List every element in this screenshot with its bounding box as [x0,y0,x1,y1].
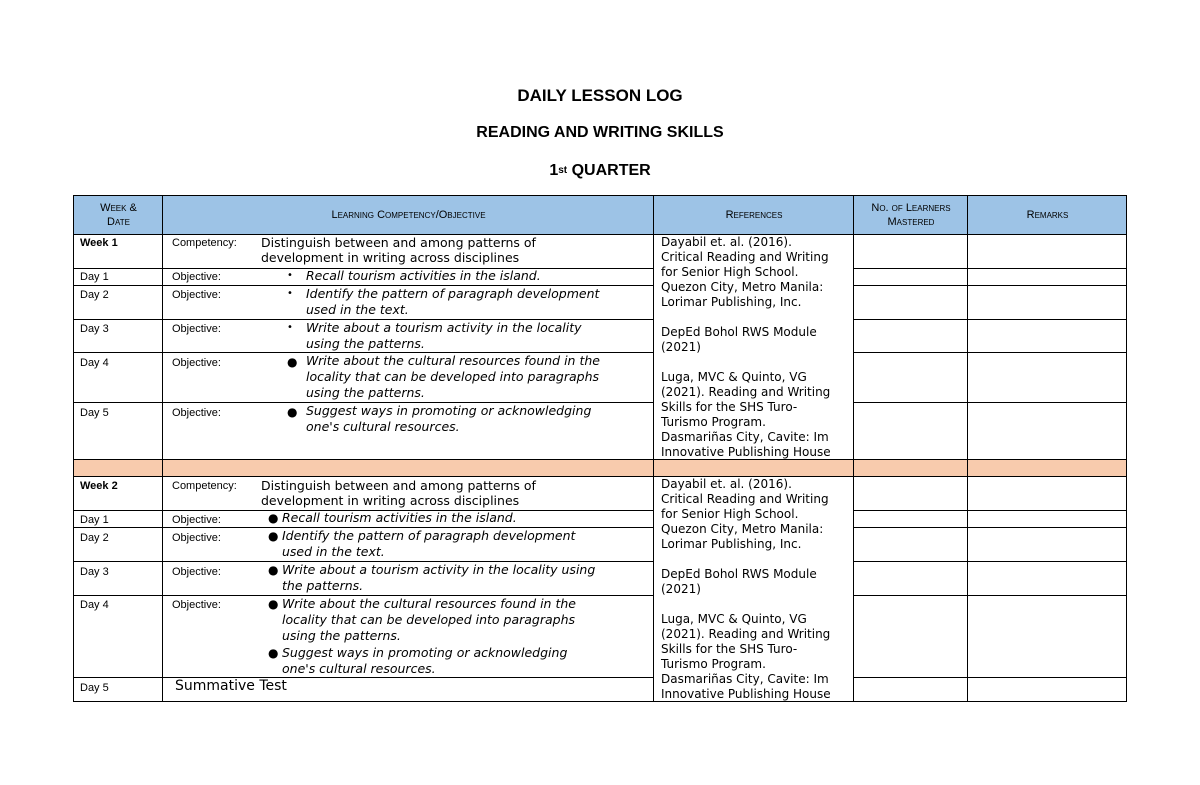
quarter-word: QUARTER [571,162,651,179]
day-label: Day 3 [80,566,109,578]
objective-line: using the patterns. [306,385,425,400]
bullet-icon: ● [268,597,279,611]
day-label: Day 5 [80,682,109,694]
quarter-number: 1 [549,162,559,179]
objective-line: Write about the cultural resources found in the [306,353,600,368]
w2-right-line [853,677,1127,678]
bullet-icon: ● [268,563,279,577]
objective-line: Write about a tourism activity in the locality [306,320,582,335]
reference-line: Skills for the SHS Turo- [661,642,798,656]
separator-top-line [73,459,1127,460]
col-header-week-date [74,196,163,234]
reference-line: (2021) [661,340,701,354]
w1-right-line [853,352,1127,353]
objective-line: the patterns. [282,578,364,593]
objective-line: Write about the cultural resources found in the [282,596,576,611]
reference-line: Lorimar Publishing, Inc. [661,295,802,309]
references-block [661,235,851,460]
objective-label: Objective: [172,566,221,578]
day-label: Day 1 [80,271,109,283]
objective-line: Identify the pattern of paragraph development [282,528,576,543]
w1-right-line [853,319,1127,320]
reference-line [661,597,851,612]
day-label: Day 1 [80,514,109,526]
header-bottom-line [73,234,1127,235]
col-divider-3 [853,195,854,702]
objective-line: one's cultural resources. [306,419,460,434]
w1-right-line [853,268,1127,269]
objective-line: Suggest ways in promoting or acknowledging [306,403,592,418]
objective-label: Objective: [172,514,221,526]
w2-row-line [73,677,654,678]
objective-line: locality that can be developed into paragraphs [282,612,576,627]
reference-line: Critical Reading and Writing [661,492,829,506]
quarter-ordinal: st [558,165,568,176]
col-divider-4 [967,195,968,702]
w2-right-line [853,561,1127,562]
col-header-learners [854,196,968,234]
objective-line: Write about a tourism activity in the locality using [282,562,596,577]
objective-line: Recall tourism activities in the island. [306,268,541,283]
week-label: Week 2 [80,480,118,492]
quarter-title [0,162,1200,180]
reference-line [661,310,851,325]
reference-line: Turismo Program. [661,657,766,671]
objective-line: Suggest ways in promoting or acknowledging [282,645,568,660]
reference-line: (2021). Reading and Writing [661,627,831,641]
reference-line: Dasmariñas City, Cavite: Im [661,672,829,686]
table-border-right [1126,195,1127,702]
bullet-icon: ● [268,646,279,660]
bullet-icon: • [287,288,293,299]
col-divider-1 [162,195,163,702]
reference-line: Critical Reading and Writing [661,250,829,264]
reference-line: Lorimar Publishing, Inc. [661,537,802,551]
bullet-icon: • [287,322,293,333]
w2-right-line [853,527,1127,528]
day-label: Day 2 [80,532,109,544]
col-divider-2 [653,195,654,702]
competency-text: Distinguish between and among patterns of development in writing across disciplines [261,235,536,265]
competency-label: Competency: [172,480,237,492]
objective-label: Objective: [172,323,221,335]
references-block [661,477,851,702]
objective-label: Objective: [172,357,221,369]
col-header-learners-line1: No. of Learners [871,201,951,214]
objective-line: used in the text. [306,302,409,317]
reference-line [661,355,851,370]
objective-label: Objective: [172,407,221,419]
objective-line: using the patterns. [282,628,401,643]
reference-line: Skills for the SHS Turo- [661,400,798,414]
week-label: Week 1 [80,237,118,249]
day-label: Day 3 [80,323,109,335]
reference-line: Turismo Program. [661,415,766,429]
w2-right-line [853,595,1127,596]
objective-label: Objective: [172,532,221,544]
reference-line: Dayabil et. al. (2016). [661,477,792,491]
reference-line: Dayabil et. al. (2016). [661,235,792,249]
bullet-icon: ● [287,405,298,419]
subject-title: READING AND WRITING SKILLS [476,124,724,141]
reference-line: Dasmariñas City, Cavite: Im [661,430,829,444]
table-border-bottom [73,701,1127,702]
bullet-icon: • [287,270,293,281]
document-title: DAILY LESSON LOG [517,86,683,105]
summative-test-text: Summative Test [175,678,287,694]
reference-line: Innovative Publishing House [661,687,831,701]
day-label: Day 5 [80,407,109,419]
w2-right-line [853,510,1127,511]
reference-line: DepEd Bohol RWS Module [661,567,817,581]
col-header-week-line: Week & [100,201,137,214]
reference-line: Quezon City, Metro Manila: [661,522,824,536]
w1-right-line [853,402,1127,403]
table-border-top [73,195,1127,196]
col-header-competency: Learning Competency/Objective [331,208,486,221]
bullet-icon: ● [287,355,298,369]
col-header-remarks: Remarks [1026,208,1069,221]
reference-line: Quezon City, Metro Manila: [661,280,824,294]
bullet-icon: ● [268,529,279,543]
objective-label: Objective: [172,599,221,611]
bullet-icon: ● [268,511,279,525]
separator-bottom-line [73,476,1127,477]
objective-label: Objective: [172,289,221,301]
reference-line: Luga, MVC & Quinto, VG [661,370,807,384]
reference-line [661,552,851,567]
competency-label: Competency: [172,237,237,249]
objective-line: locality that can be developed into paragraphs [306,369,600,384]
reference-line: (2021) [661,582,701,596]
col-header-date-line: Date [107,216,130,228]
col-header-references: References [725,208,783,221]
reference-line: for Senior High School. [661,265,799,279]
reference-line: Innovative Publishing House [661,445,831,459]
objective-line: used in the text. [282,544,385,559]
objective-line: Recall tourism activities in the island. [282,510,517,525]
objective-label: Objective: [172,271,221,283]
w1-right-line [853,285,1127,286]
objective-line: Identify the pattern of paragraph development [306,286,600,301]
separator-row-fill [74,460,1127,476]
day-label: Day 4 [80,357,109,369]
day-label: Day 4 [80,599,109,611]
reference-line: DepEd Bohol RWS Module [661,325,817,339]
reference-line: for Senior High School. [661,507,799,521]
table-border-left [73,195,74,702]
objective-line: using the patterns. [306,336,425,351]
competency-text: Distinguish between and among patterns of development in writing across disciplines [261,478,536,508]
reference-line: Luga, MVC & Quinto, VG [661,612,807,626]
col-header-learners-line2: Mastered [887,216,935,228]
objective-line: one's cultural resources. [282,661,436,676]
day-label: Day 2 [80,289,109,301]
reference-line: (2021). Reading and Writing [661,385,831,399]
